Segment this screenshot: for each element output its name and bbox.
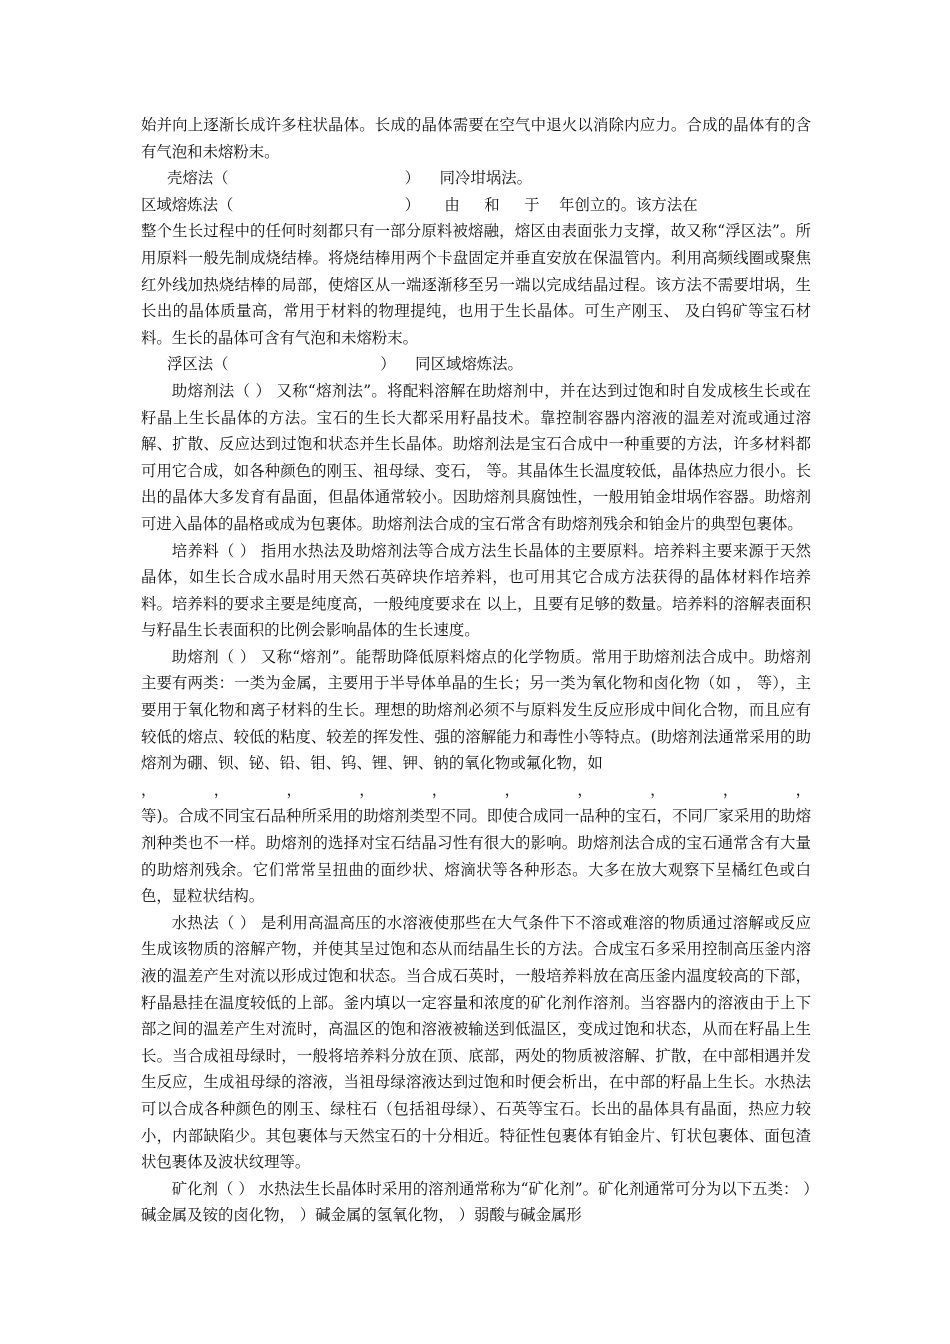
paragraph-zone-melting-body: 整个生长过程中的任何时刻都只有一部分原料被熔融，熔区由表面张力支撑，故又称“浮区法”。所用原料一般先制成烧结棒。将烧结棒用两个卡盘固定并垂直安放在保温管内。利用高频线圈或聚焦红外线加热烧结棒的局部，使熔区从一端逐渐移至另一端以完成结晶过程。该方法不需要坩埚，生长出的晶体质量高，常用于材料的物理提纯，也用于生长晶体。可生产刚玉、 及白钨矿等宝石材料。生长的晶体可含有气泡和未熔粉末。 <box>141 222 811 347</box>
document-page <box>141 112 811 1229</box>
paragraph-hydrothermal: 水热法（ ） 是利用高温高压的水溶液使那些在大气条件下不溶或难溶的物质通过溶解或反应生成该物质的溶解产物，并使其呈过饱和态从而结晶生长的方法。合成宝石多采用控制高压釜内溶液的温差产生对流以形成过饱和状态。当合成石英时，一般培养料放在高压釜内温度较高的下部，籽晶悬挂在温度较低的上部。釜内填以一定容量和浓度的矿化剂作溶剂。当容器内的溶液由于上下部之间的温差产生对流时，高温区的饱和溶液被输送到低温区，变成过饱和状态，从而在籽晶上生长。当合成祖母绿时，一般将培养料分放在顶、底部，两处的物质被溶解、扩散，在中部相遇并发生反应，生成祖母绿的溶液，当祖母绿溶液达到过饱和时便会析出，在中部的籽晶上生长。水热法可以合成各种颜色的刚玉、绿柱石（包括祖母绿）、石英等宝石。长出的晶体具有晶面，热应力较小，内部缺陷少。其包裹体与天然宝石的十分相近。特征性包裹体有铂金片、钉状包裹体、面包渣状包裹体及波状纹理等。 <box>141 913 811 1172</box>
paragraph-floating-zone: 浮区法（ ） 同区域熔炼法。 <box>167 355 523 374</box>
paragraph-flux: 助熔剂（ ） 又称“熔剂”。能帮助降低原料熔点的化学物质。常用于助熔剂法合成中。助熔剂主要有两类：一类为金属，主要用于半导体单晶的生长；另一类为氧化物和卤化物（如 ， 等），主要用于氧化物和离子材料的生长。理想的助熔剂必须不与原料发生反应形成中间化合物，而且应有较低的熔点、较低的粘度、较差的挥发性、强的溶解能力和毒性小等特点。(助熔剂法通常采用的助熔剂为硼、钡、铋、铅、钼、钨、锂、钾、钠的氧化物或氟化物，如 <box>141 647 811 773</box>
paragraph-flux-tail: 等)。合成不同宝石品种所采用的助熔剂类型不同。即使合成同一品种的宝石，不同厂家采用的助熔剂种类也不一样。助熔剂的选择对宝石结晶习性有很大的影响。助熔剂法合成的宝石通常含有大量的助熔剂残余。它们常常呈扭曲的面纱状、熔滴状等各种形态。大多在放大观察下呈橘红色或白色，显粒状结构。 <box>141 807 811 906</box>
paragraph-nutrient: 培养料（ ） 指用水热法及助熔剂法等合成方法生长晶体的主要原料。培养料主要来源于天然晶体，如生长合成水晶时用天然石英碎块作培养料，也可用其它合成方法获得的晶体材料作培养料。培养料的要求主要是纯度高，一般纯度要求在 以上，且要有足够的数量。培养料的溶解表面积与籽晶生长表面积的比例会影响晶体的生长速度。 <box>141 541 811 640</box>
paragraph-crucible-tail: 始并向上逐渐长成许多柱状晶体。长成的晶体需要在空气中退火以消除内应力。合成的晶体有的含有气泡和未熔粉末。 <box>141 116 811 161</box>
paragraph-zone-melting-heading: 区域熔炼法（ ） 由 和 于 年创立的。该方法在 <box>141 195 698 214</box>
paragraph-skull-melting: 壳熔法（ ） 同冷坩埚法。 <box>167 169 532 188</box>
paragraph-mineralizer: 矿化剂（ ） 水热法生长晶体时采用的溶剂通常称为“矿化剂”。矿化剂通常可分为以下五类： ）碱金属及铵的卤化物， ）碱金属的氢氧化物， ）弱酸与碱金属形 <box>141 1179 811 1225</box>
paragraph-flux-method: 助熔剂法（ ） 又称“熔剂法”。将配料溶解在助熔剂中，并在达到过饱和时自发成核生长或在籽晶上生长晶体的方法。宝石的生长大都采用籽晶技术。靠控制容器内溶液的温差对流或通过溶解、扩散、反应达到过饱和状态并生长晶体。助熔剂法是宝石合成中一种重要的方法，许多材料都可用它合成，如各种颜色的刚玉、祖母绿、变石， 等。其晶体生长温度较低，晶体热应力很小。长出的晶体大多发育有晶面，但晶体通常较小。因助熔剂具腐蚀性，一般用铂金坩埚作容器。助熔剂可进入晶体的晶格或成为包裹体。助熔剂法合成的宝石常含有助熔剂残余和铂金片的典型包裹体。 <box>141 381 811 533</box>
paragraph-flux-commas: ， ， ， ， ， ， ， ， ， ， <box>141 780 811 799</box>
